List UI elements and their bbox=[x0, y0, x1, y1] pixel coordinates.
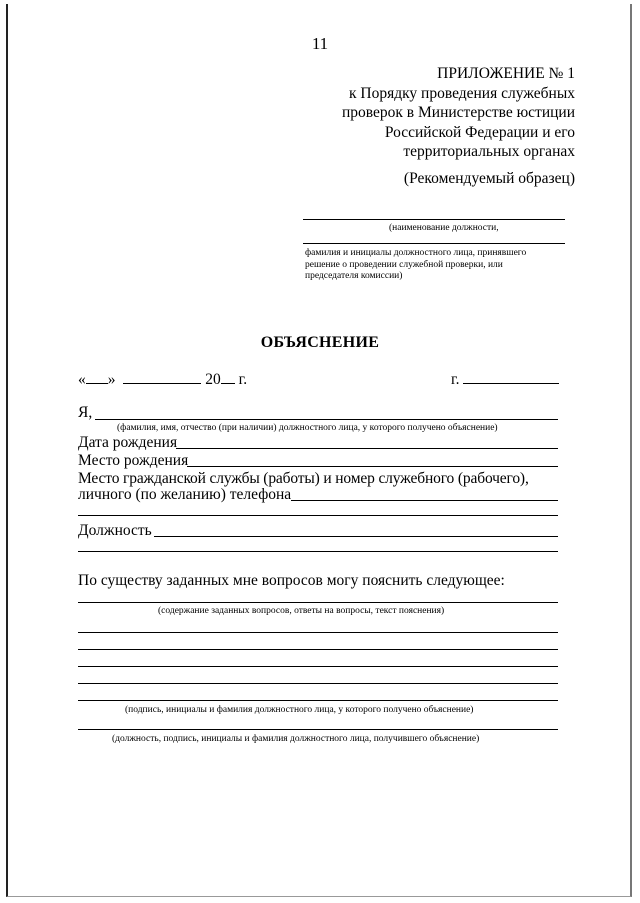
city-prefix: г. bbox=[451, 371, 460, 388]
year-suffix: г. bbox=[238, 371, 248, 388]
phone-label: личного (по желанию) телефона bbox=[78, 486, 292, 503]
birth-date-label: Дата рождения bbox=[78, 434, 178, 451]
sample-note: (Рекомендуемый образец) bbox=[403, 170, 575, 187]
explanation-line[interactable] bbox=[78, 632, 558, 633]
birth-date-field[interactable] bbox=[176, 448, 558, 449]
appendix-title: ПРИЛОЖЕНИЕ № 1 bbox=[437, 65, 575, 82]
i-label: Я, bbox=[78, 404, 93, 421]
addressee-caption-line: председателя комиссии) bbox=[305, 271, 403, 281]
month-field[interactable] bbox=[123, 369, 201, 384]
explanation-line[interactable] bbox=[78, 649, 558, 650]
city-line bbox=[451, 369, 559, 389]
appendix-line: к Порядку проведения служебных bbox=[349, 84, 575, 102]
explanation-intro: По существу заданных мне вопросов могу пояснить следующее: bbox=[78, 572, 505, 589]
receiver-signature-line[interactable] bbox=[78, 729, 558, 730]
explanation-line[interactable] bbox=[78, 683, 558, 684]
position-extra-line[interactable] bbox=[78, 551, 558, 552]
addressee-position-caption: (наименование должности, bbox=[389, 223, 499, 233]
appendix-header bbox=[320, 64, 575, 162]
position-label: Должность bbox=[78, 522, 152, 539]
appendix-line: Российской Федерации и его bbox=[384, 123, 575, 141]
addressee-name-caption bbox=[305, 248, 565, 283]
appendix-line: проверок в Министерстве юстиции bbox=[342, 104, 575, 121]
date-line bbox=[78, 369, 247, 389]
addressee-name-line[interactable] bbox=[303, 243, 565, 244]
appendix-line: территориальных органах bbox=[403, 143, 575, 160]
year-prefix: 20 bbox=[205, 371, 221, 388]
addressee-caption-line: решение о проведении служебной проверки, или bbox=[305, 259, 503, 270]
explanation-line[interactable] bbox=[78, 666, 558, 667]
birth-place-field[interactable] bbox=[187, 466, 558, 467]
fio-caption: (фамилия, имя, отчество (при наличии) должностного лица, у которого получено объяснение) bbox=[117, 423, 498, 433]
open-quote: « bbox=[78, 371, 86, 388]
receiver-signature-caption: (должность, подпись, инициалы и фамилия должностного лица, получившего объяснение) bbox=[112, 734, 480, 744]
year-field[interactable] bbox=[221, 369, 235, 384]
addressee-caption-line: фамилия и инициалы должностного лица, принявшего bbox=[305, 248, 527, 258]
fio-line[interactable] bbox=[95, 419, 558, 420]
birth-place-label: Место рождения bbox=[78, 452, 189, 469]
explanation-line[interactable] bbox=[78, 602, 558, 603]
day-field[interactable] bbox=[86, 369, 108, 384]
phone-field[interactable] bbox=[291, 500, 558, 501]
explanation-caption: (содержание заданных вопросов, ответы на вопросы, текст пояснения) bbox=[158, 606, 445, 616]
civil-service-label: Место гражданской службы (работы) и номер служебного (рабочего), bbox=[78, 470, 529, 487]
close-quote: » bbox=[107, 371, 116, 388]
respondent-signature-caption: (подпись, инициалы и фамилия должностного лица, у которого получено объяснение) bbox=[125, 705, 474, 715]
addressee-position-line[interactable] bbox=[303, 219, 565, 220]
respondent-signature-line[interactable] bbox=[78, 700, 558, 701]
page-number: 11 bbox=[311, 34, 329, 53]
phone-extra-line[interactable] bbox=[78, 515, 558, 516]
document-title: ОБЪЯСНЕНИЕ bbox=[260, 334, 380, 351]
position-field[interactable] bbox=[154, 536, 558, 537]
city-field[interactable] bbox=[463, 369, 559, 384]
